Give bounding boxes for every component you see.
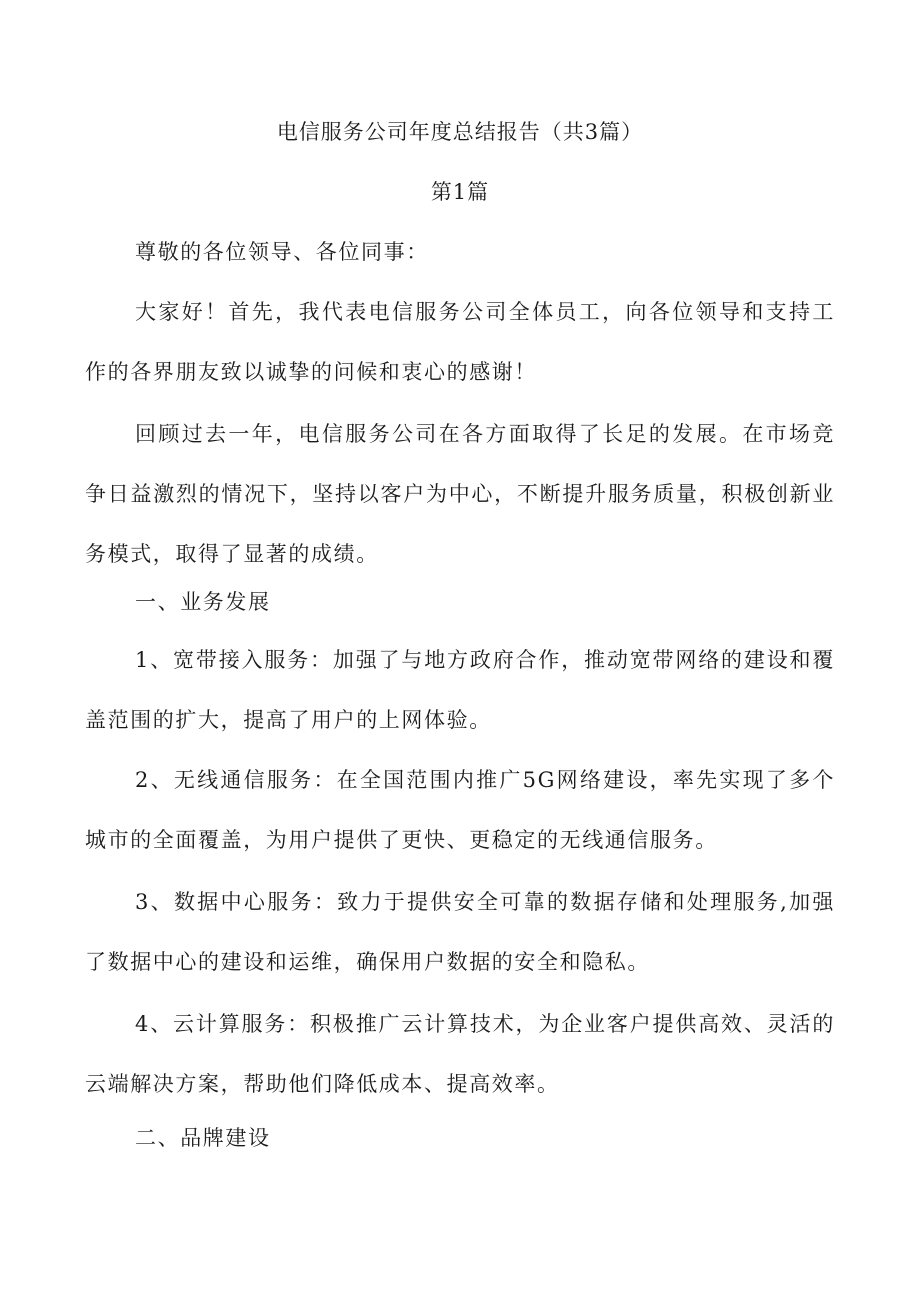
list-item: 4、云计算服务：积极推广云计算技术，为企业客户提供高效、灵活的云端解决方案，帮助他们降低成本、提高效率。 [85, 1012, 835, 1096]
section-heading-business: 一、业务发展 [135, 590, 271, 614]
document-title: 电信服务公司年度总结报告（共3篇） [276, 120, 644, 144]
list-item: 1、宽带接入服务：加强了与地方政府合作，推动宽带网络的建设和覆盖范围的扩大，提高了用户的上网体验。 [85, 648, 835, 732]
paragraph-intro: 大家好！首先，我代表电信服务公司全体员工，向各位领导和支持工作的各界朋友致以诚挚的问候和衷心的感谢！ [85, 300, 835, 384]
list-item: 3、数据中心服务：致力于提供安全可靠的数据存储和处理服务,加强了数据中心的建设和运维，确保用户数据的安全和隐私。 [85, 890, 835, 974]
greeting: 尊敬的各位领导、各位同事： [135, 240, 429, 264]
list-item: 2、无线通信服务：在全国范围内推广5G网络建设，率先实现了多个城市的全面覆盖，为用户提供了更快、更稳定的无线通信服务。 [85, 768, 835, 852]
paragraph-review: 回顾过去一年，电信服务公司在各方面取得了长足的发展。在市场竞争日益激烈的情况下，坚持以客户为中心，不断提升服务质量，积极创新业务模式，取得了显著的成绩。 [85, 422, 835, 566]
section-heading-brand: 二、品牌建设 [135, 1126, 271, 1150]
part-heading: 第1篇 [430, 180, 490, 204]
